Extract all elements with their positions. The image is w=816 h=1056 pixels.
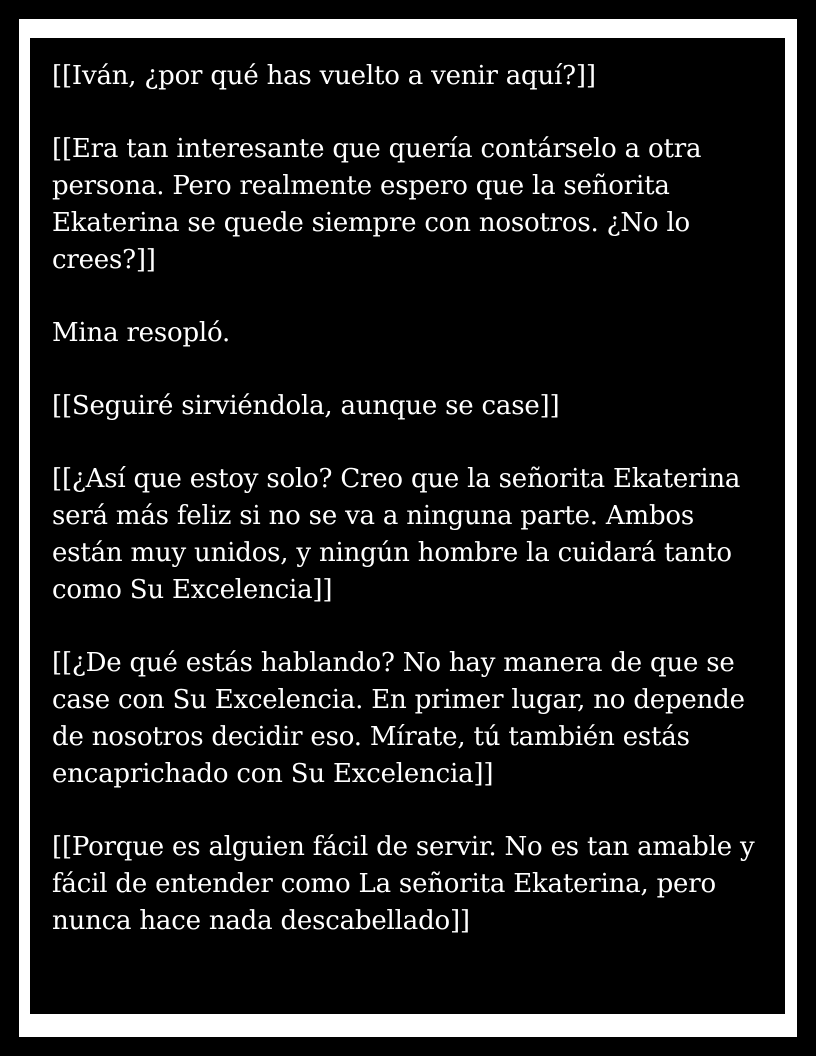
- paragraph-ivan-because: [[Porque es alguien fácil de servir. No es tan amable y fácil de entender como La señorita Ekaterina, pero nunca hace nada descabellado]]: [52, 832, 755, 936]
- dialogue-text-block: [52, 58, 772, 940]
- paragraph-narration: Mina resopló.: [52, 318, 231, 348]
- paragraph-mina-reply: [[Seguiré sirviéndola, aunque se case]]: [52, 391, 560, 421]
- paragraph-mina-talking: [[¿De qué estás hablando? No hay manera de que se case con Su Excelencia. En primer lugar, no depende de nosotros decidir eso. Mírate, tú también estás encaprichado con Su Excelencia]]: [52, 648, 745, 789]
- paragraph-ivan-reply: [[Era tan interesante que quería contárselo a otra persona. Pero realmente espero que la señorita Ekaterina se quede siempre con nosotros. ¿No lo crees?]]: [52, 134, 702, 275]
- text-panel: [30, 38, 785, 1014]
- paragraph-ivan-alone: [[¿Así que estoy solo? Creo que la señorita Ekaterina será más feliz si no se va a ninguna parte. Ambos están muy unidos, y ningún hombre la cuidará tanto como Su Excelencia]]: [52, 464, 741, 605]
- paragraph-ivan-question: [[Iván, ¿por qué has vuelto a venir aquí?]]: [52, 61, 596, 91]
